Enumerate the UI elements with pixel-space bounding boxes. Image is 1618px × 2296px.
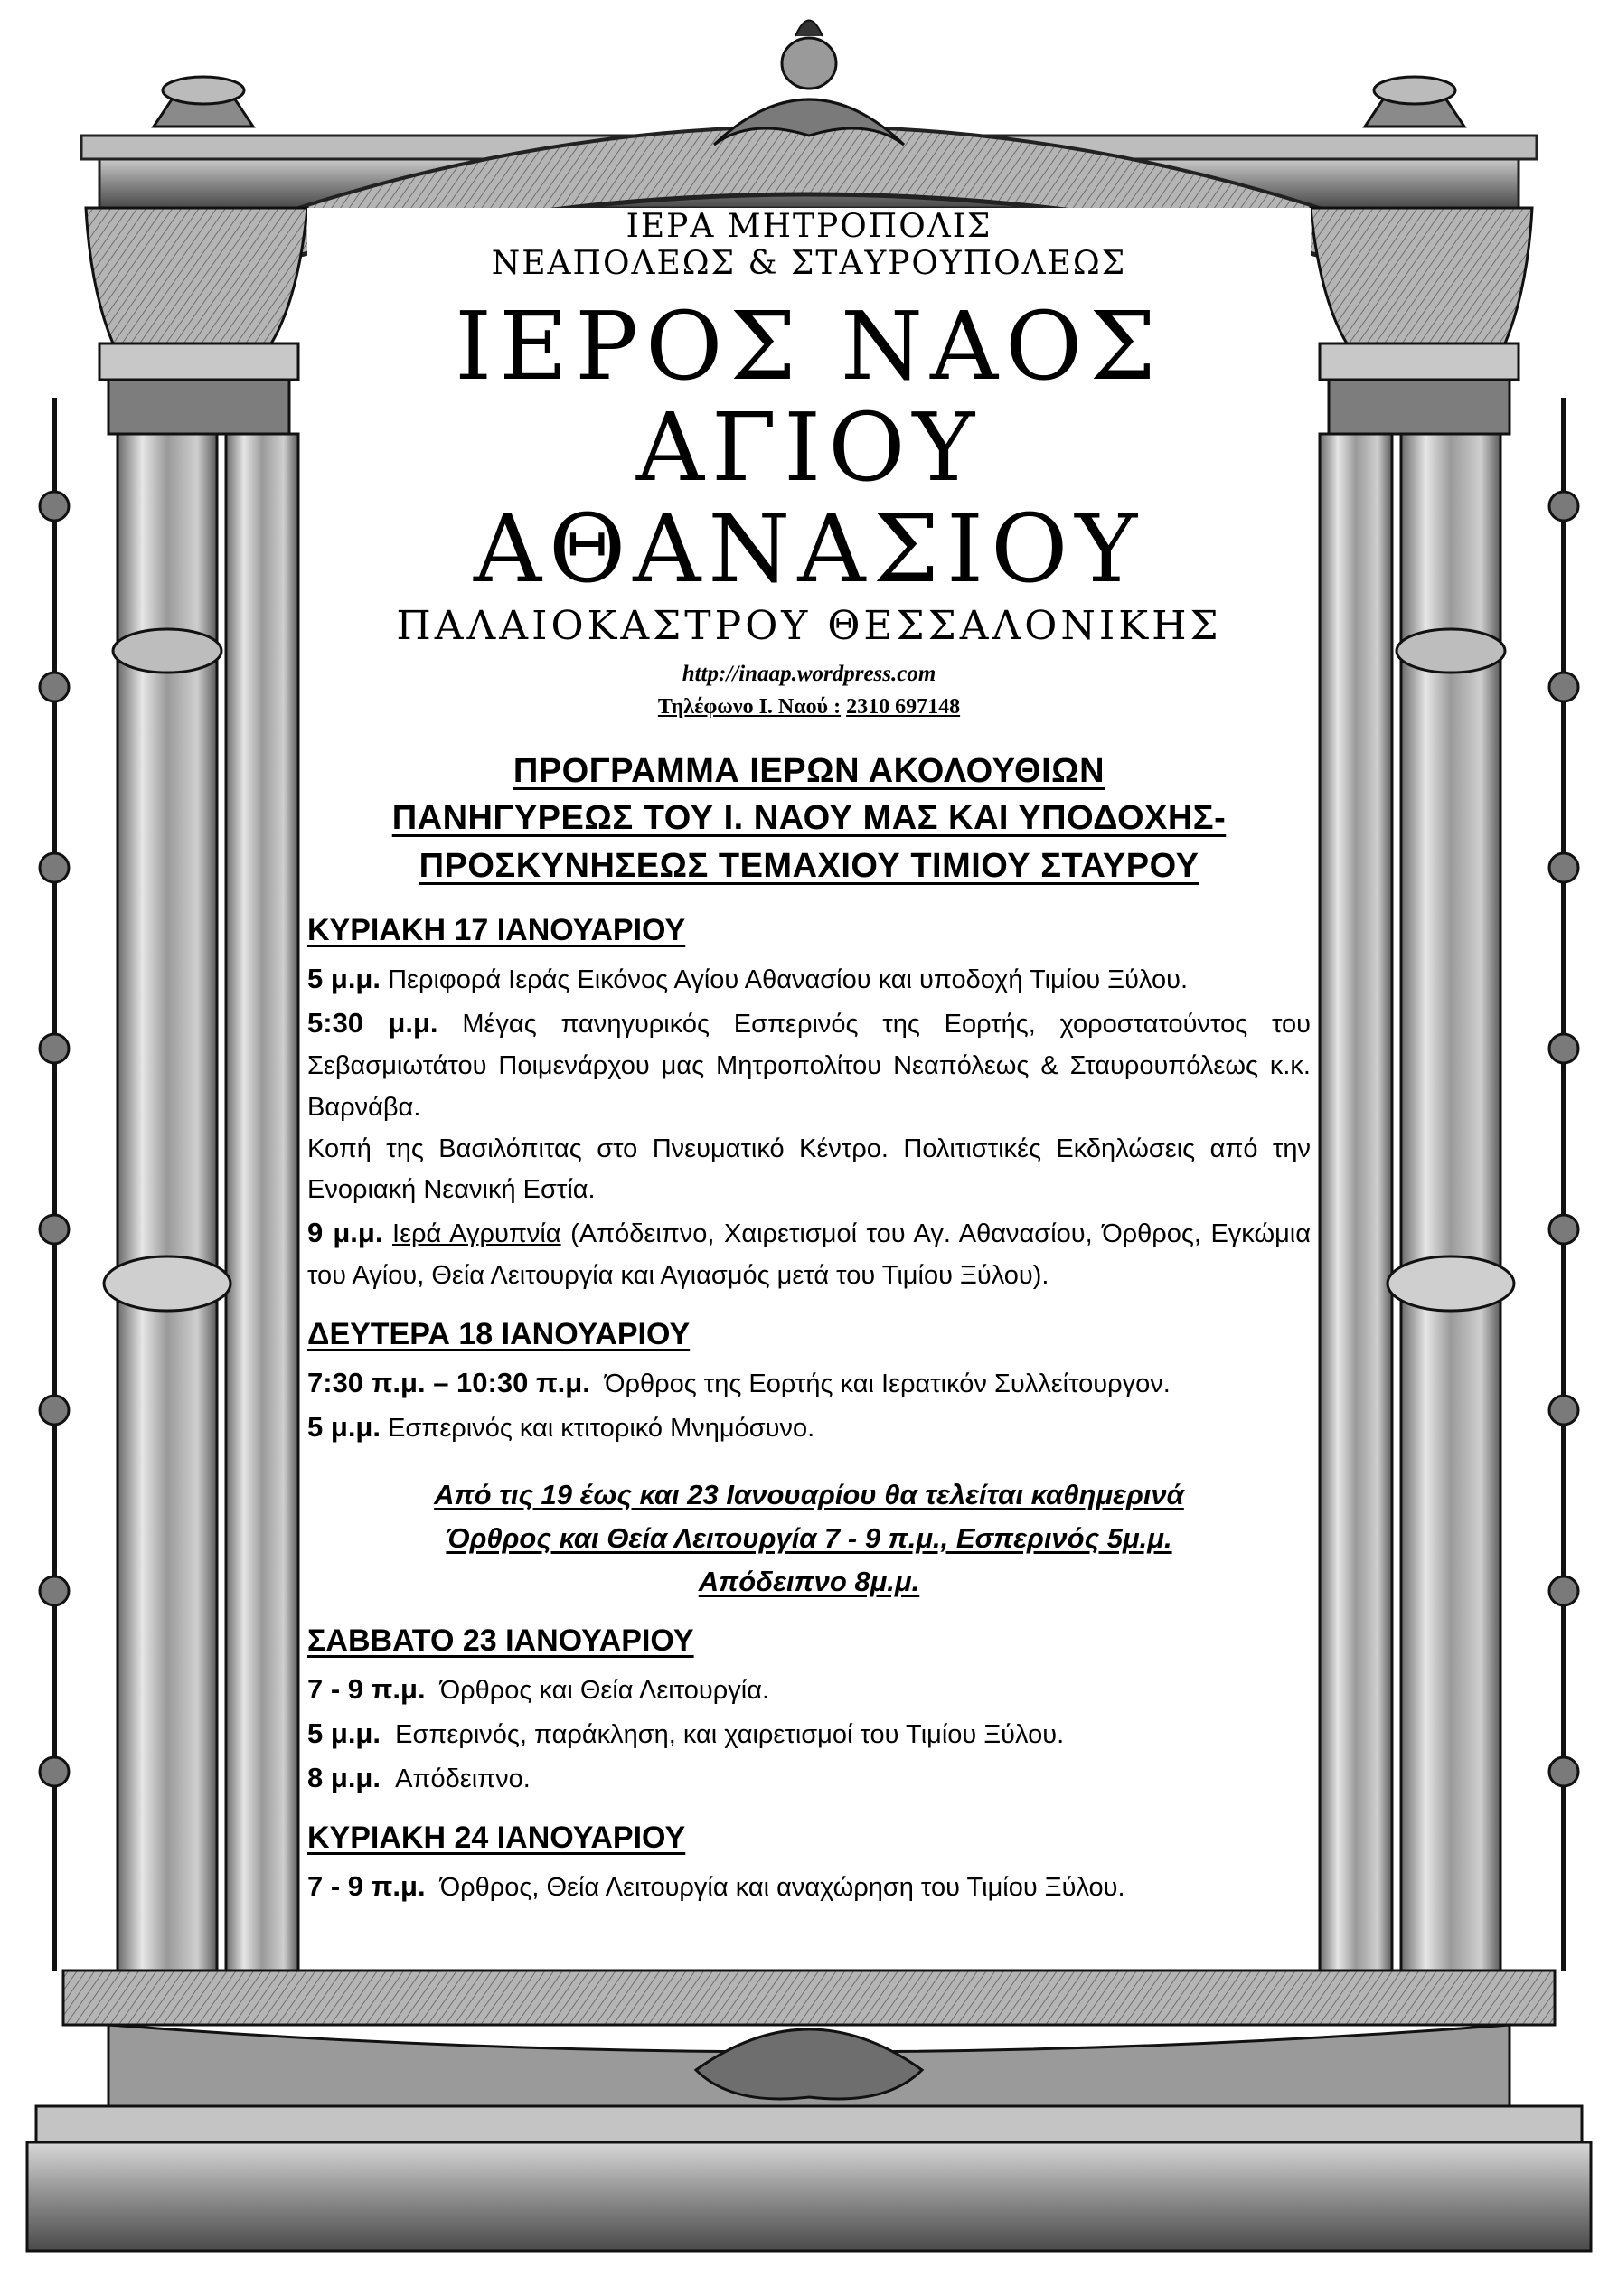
program-title-line: ΠΡΟΣΚΥΝΗΣΕΩΣ ΤΕΜΑΧΙΟΥ ΤΙΜΙΟΥ ΣΤΑΥΡΟΥ: [419, 846, 1199, 885]
schedule-entry: [307, 1865, 1311, 1909]
schedule-entry: [307, 1712, 1311, 1756]
notice-line: Όρθρος και Θεία Λειτουργία 7 - 9 π.μ., Εσπερινός 5μ.μ.: [446, 1521, 1172, 1554]
entry-time: 7 - 9 π.μ.: [307, 1673, 426, 1706]
entry-time: 5 μ.μ.: [307, 1717, 381, 1749]
website-link[interactable]: http://inaap.wordpress.com: [682, 662, 936, 687]
day-heading: ΔΕΥΤΕΡΑ 18 ΙΑΝΟΥΑΡΙΟΥ: [307, 1316, 691, 1351]
entry-time: 8 μ.μ.: [307, 1761, 381, 1793]
program-title-line: ΠΑΝΗΓΥΡΕΩΣ ΤΟΥ Ι. ΝΑΟΥ ΜΑΣ ΚΑΙ ΥΠΟΔΟΧΗΣ-: [391, 799, 1227, 838]
entry-time: 5:30 μ.μ.: [307, 1006, 438, 1039]
entry-text: (Απόδειπνο, Χαιρετισμοί του Αγ. Αθανασίου, Όρθρος, Εγκώμια του Αγίου, Θεία Λειτουργία και Αγιασμός μετά του Τιμίου Ξύλου).: [307, 1219, 1312, 1291]
entry-text: Εσπερινός και κτιτορικό Μνημόσυνο.: [388, 1413, 815, 1443]
entry-time: 7 - 9 π.μ.: [307, 1869, 426, 1902]
entry-text: Περιφορά Ιεράς Εικόνος Αγίου Αθανασίου και υποδοχή Τιμίου Ξύλου.: [388, 965, 1189, 994]
entry-time: 5 μ.μ.: [307, 962, 381, 994]
metropolis-subtitle: ΝΕΑΠΟΛΕΩΣ & ΣΤΑΥΡΟΥΠΟΛΕΩΣ: [491, 245, 1127, 283]
day-heading: ΚΥΡΙΑΚΗ 24 ΙΑΝΟΥΑΡΙΟΥ: [307, 1820, 686, 1855]
entry-text: Μέγας πανηγυρικός Εσπερινός της Εορτής, χοροστατούντος του Σεβασμιωτάτου Ποιμενάρχου μας Μητροπολίτου Νεαπόλεως & Σταυρουπόλεως κ.κ. Βαρνάβα.: [307, 1009, 1311, 1122]
notice-line: Απόδειπνο 8μ.μ.: [698, 1565, 920, 1597]
schedule-entry: [307, 957, 1311, 1002]
schedule-entry: [307, 1002, 1311, 1129]
entry-highlight: Ιερά Αγρυπνία: [392, 1219, 561, 1249]
header: [307, 208, 1311, 720]
schedule-entry: [307, 1211, 1311, 1297]
entry-text: Κοπή της Βασιλόπιτας στο Πνευματικό Κέντρο. Πολιτιστικές Εκδηλώσεις από την Ενοριακή Νεανική Εστία.: [307, 1134, 1311, 1205]
entry-text: Απόδειπνο.: [395, 1764, 531, 1793]
program-title-line: ΠΡΟΓΡΑΜΜΑ ΙΕΡΩΝ ΑΚΟΛΟΥΘΙΩΝ: [513, 751, 1105, 790]
day-section: [307, 913, 1311, 1297]
schedule-entry: [307, 1406, 1311, 1450]
temple-title-line1: ΙΕΡΟΣ ΝΑΟΣ: [455, 290, 1163, 401]
temple-title-line2: ΑΓΙΟΥ ΑΘΑΝΑΣΙΟΥ: [473, 392, 1145, 605]
day-heading: ΚΥΡΙΑΚΗ 17 ΙΑΝΟΥΑΡΙΟΥ: [307, 912, 686, 947]
entry-text: Όρθρος της Εορτής και Ιερατικόν Συλλείτουργον.: [605, 1369, 1171, 1398]
day-section: [307, 1317, 1311, 1450]
entry-time: 9 μ.μ.: [307, 1217, 383, 1249]
schedule-entry: [307, 1361, 1311, 1406]
phone-number: 2310 697148: [846, 695, 961, 720]
day-section: [307, 1821, 1311, 1909]
notice-line: Από τις 19 έως και 23 Ιανουαρίου θα τελείται καθημερινά: [434, 1478, 1184, 1510]
schedule-entry: [307, 1129, 1311, 1212]
phone-line: [307, 695, 1311, 720]
entry-text: Όρθρος και Θεία Λειτουργία.: [439, 1676, 770, 1706]
daily-services-notice: [307, 1473, 1311, 1604]
metropolis-title: ΙΕΡΑ ΜΗΤΡΟΠΟΛΙΣ: [626, 208, 992, 245]
temple-location: ΠΑΛΑΙΟΚΑΣΤΡΟΥ ΘΕΣΣΑΛΟΝΙΚΗΣ: [396, 602, 1222, 649]
schedule-entry: [307, 1668, 1311, 1712]
day-section: [307, 1623, 1311, 1801]
entry-time: 5 μ.μ.: [307, 1410, 381, 1443]
program-title: [307, 748, 1311, 889]
entry-text: Εσπερινός, παράκληση, και χαιρετισμοί του Τιμίου Ξύλου.: [395, 1719, 1065, 1749]
phone-label: Τηλέφωνο Ι. Ναού :: [657, 695, 842, 720]
content-panel: [307, 208, 1311, 1909]
schedule-entry: [307, 1756, 1311, 1801]
entry-text: Όρθρος, Θεία Λειτουργία και αναχώρηση του Τιμίου Ξύλου.: [439, 1872, 1125, 1902]
entry-time: 7:30 π.μ. – 10:30 π.μ.: [307, 1366, 590, 1398]
day-heading: ΣΑΒΒΑΤΟ 23 ΙΑΝΟΥΑΡΙΟΥ: [307, 1623, 694, 1659]
